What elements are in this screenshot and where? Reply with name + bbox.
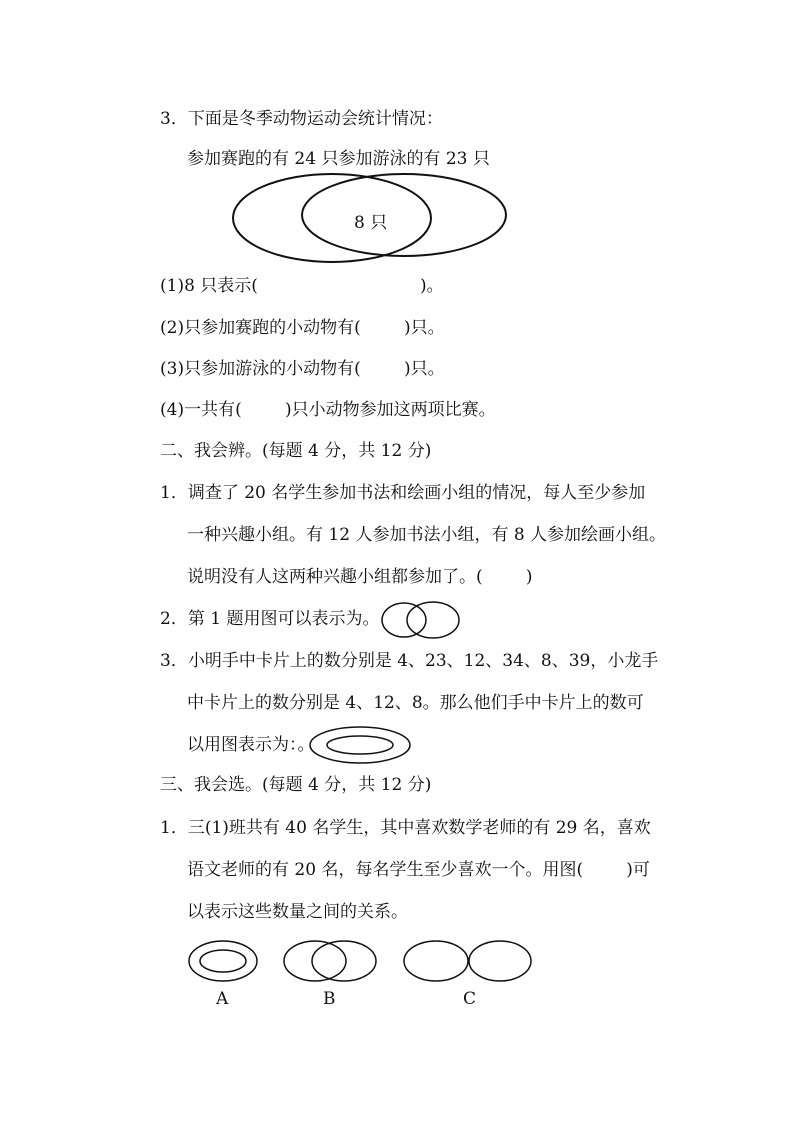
option-a-outer-ellipse	[189, 941, 257, 981]
section-three-q1-line3: 以表示这些数量之间的关系。	[187, 902, 408, 922]
question-3-title: 3．下面是冬季动物运动会统计情况：	[160, 109, 443, 129]
venn-center-label: 8 只	[354, 213, 388, 233]
sub-question-3: (3)只参加游泳的小动物有( )只。	[160, 359, 445, 379]
section-three-heading: 三、我会选。(每题 4 分，共 12 分)	[160, 775, 432, 795]
overlap-circle-right	[407, 602, 459, 638]
nested-ellipses-diagram	[308, 724, 412, 766]
nested-inner-ellipse	[327, 736, 393, 754]
section-two-q3-line2: 中卡片上的数分别是 4、12、8。那么他们手中卡片上的数可	[187, 693, 644, 713]
overlapping-circles-diagram	[380, 600, 462, 640]
option-b-left-circle	[284, 941, 346, 981]
option-a-diagram	[186, 938, 260, 984]
section-two-q1-line1: 1．调查了 20 名学生参加书法和绘画小组的情况，每人至少参加	[160, 483, 646, 503]
overlap-circle-left	[382, 603, 426, 637]
sub-question-2: (2)只参加赛跑的小动物有( )只。	[160, 318, 445, 338]
option-c-label: C	[463, 989, 477, 1009]
venn-circle-race	[233, 174, 431, 262]
option-b-right-circle	[312, 941, 376, 981]
nested-outer-ellipse	[310, 727, 410, 763]
section-two-q3-line3: 以用图表示为：。	[187, 735, 315, 755]
option-b-diagram	[281, 938, 381, 984]
question-3-data-line: 参加赛跑的有 24 只参加游泳的有 23 只	[187, 149, 490, 169]
section-two-heading: 二、我会辨。(每题 4 分，共 12 分)	[160, 441, 432, 461]
section-two-q1-line2: 一种兴趣小组。有 12 人参加书法小组，有 8 人参加绘画小组。	[187, 525, 667, 545]
option-c-diagram	[401, 938, 535, 984]
sub-question-4: (4)一共有( )只小动物参加这两项比赛。	[160, 400, 496, 420]
option-c-right-circle	[469, 941, 531, 981]
option-c-left-circle	[404, 941, 468, 981]
venn-circle-swim	[302, 174, 506, 256]
sub-question-1: (1)8 只表示( )。	[160, 276, 444, 296]
option-b-label: B	[323, 989, 336, 1009]
option-a-label: A	[216, 989, 229, 1009]
section-two-q1-line3: 说明没有人这两种兴趣小组都参加了。( )	[187, 567, 533, 587]
section-two-q3-line1: 3．小明手中卡片上的数分别是 4、23、12、34、8、39，小龙手	[160, 651, 659, 671]
section-three-q1-line2: 语文老师的有 20 名，每名学生至少喜欢一个。用图( )可	[187, 860, 650, 880]
option-a-inner-ellipse	[200, 950, 246, 972]
section-three-q1-line1: 1．三(1)班共有 40 名学生，其中喜欢数学老师的有 29 名，喜欢	[160, 818, 651, 838]
section-two-q2-line1: 2．第 1 题用图可以表示为。	[160, 609, 380, 629]
